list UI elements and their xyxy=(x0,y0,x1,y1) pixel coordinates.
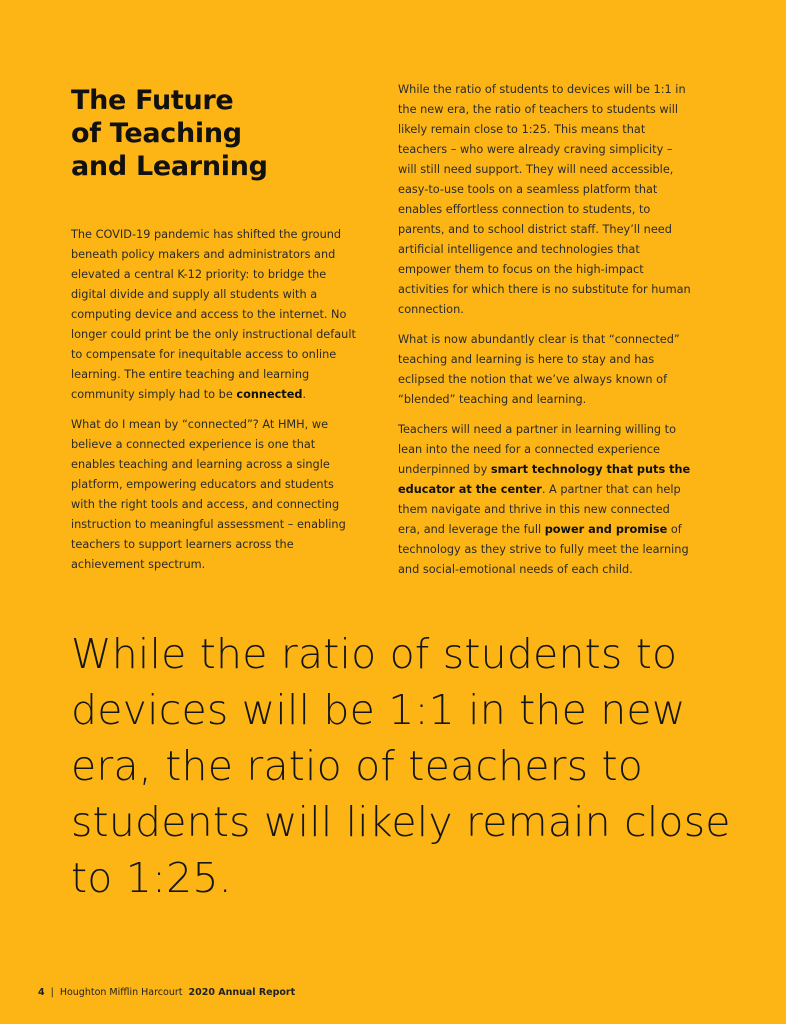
footer-separator: | xyxy=(50,987,54,998)
body-paragraph: The COVID-19 pandemic has shifted the ground beneath policy makers and administrators and elevated a central K-12 priority: to bridge the digital divide and supply all students with a computing device and access to the internet. No longer could print be the only instructional default to compensate for inequitable access to online learning. The entire teaching and learning community simply had to be connected. xyxy=(71,228,356,401)
title-line-1: The Future xyxy=(71,85,234,116)
pull-quote: While the ratio of students to devices will be 1:1 in the new era, the ratio of teachers to students will likely remain close to 1:25. xyxy=(71,630,731,902)
emphasis-power-promise: power and promise xyxy=(544,523,668,536)
body-paragraph: Teachers will need a partner in learning willing to lean into the need for a connected experience underpinned by smart technology that puts the educator at the center. A partner that can help them navigate and thrive in this new connected era, and leverage the full power and promise of technology as they strive to fully meet the learning and social-emotional needs of each child. xyxy=(398,423,691,576)
footer-report-title: 2020 Annual Report xyxy=(188,987,296,998)
body-paragraph: What is now abundantly clear is that “connected” teaching and learning is here to stay and has eclipsed the notion that we’ve always known of “blended” teaching and learning. xyxy=(398,333,680,406)
body-paragraph: What do I mean by “connected”? At HMH, we believe a connected experience is one that enables teaching and learning across a single platform, empowering educators and students with the right tools and access, and connecting instruction to meaningful assessment – enabling teachers to support learners across the achievement spectrum. xyxy=(71,418,346,571)
left-column xyxy=(71,84,361,585)
page-number: 4 xyxy=(38,987,45,998)
page-title xyxy=(71,84,361,183)
right-column xyxy=(398,80,694,590)
emphasis-smart-technology: smart technology that puts the educator at the center xyxy=(398,463,691,496)
footer-company: Houghton Mifflin Harcourt xyxy=(59,987,183,998)
title-line-3: and Learning xyxy=(71,151,268,182)
emphasis-connected: connected xyxy=(236,388,303,401)
title-line-2: of Teaching xyxy=(71,118,242,149)
body-paragraph: While the ratio of students to devices will be 1:1 in the new era, the ratio of teachers to students will likely remain close to 1:25. This means that teachers – who were already craving simplicity – will still need support. They will need accessible, easy-to-use tools on a seamless platform that enables effortless connection to students, to parents, and to school district staff. They’ll need artificial intelligence and technologies that empower them to focus on the high-impact activities for which there is no substitute for human connection. xyxy=(398,83,691,316)
page-footer xyxy=(38,987,295,998)
